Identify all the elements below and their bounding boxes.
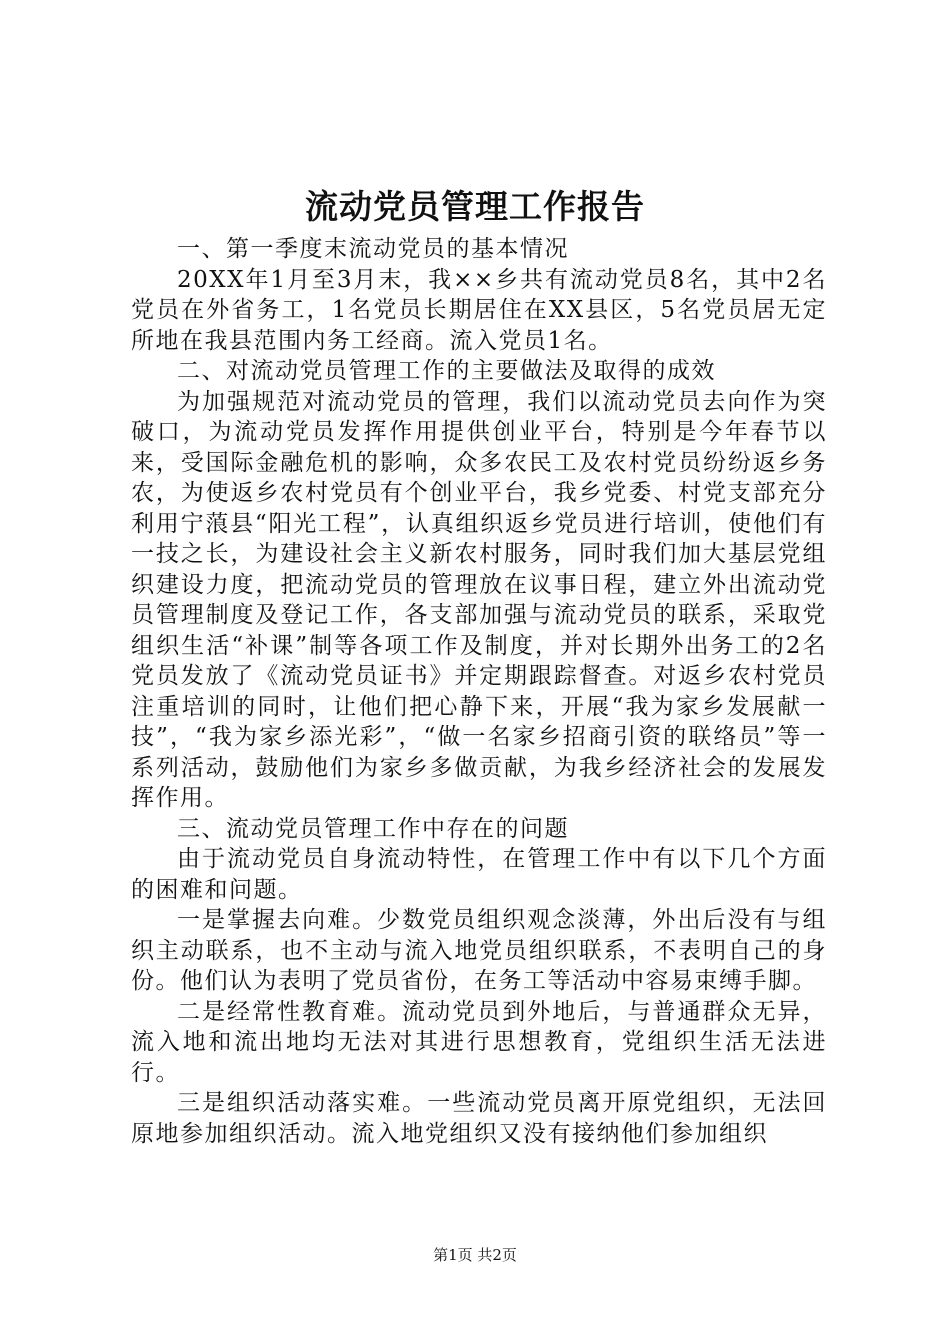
document-title: 流动党员管理工作报告 [305, 187, 645, 226]
paragraph-problem-1: 一是掌握去向难。少数党员组织观念淡薄，外出后没有与组织主动联系，也不主动与流入地党员组织联系，不表明自己的身份。他们认为表明了党员省份，在务工等活动中容易束缚手脚。 [131, 907, 827, 994]
page-footer: 第1页 共2页 [433, 1246, 517, 1264]
paragraph-measures: 为加强规范对流动党员的管理，我们以流动党员去向作为突破口，为流动党员发挥作用提供创业平台，特别是今年春节以来，受国际金融危机的影响，众多农民工及农村党员纷纷返乡务农，为使返乡农村党员有个创业平台，我乡党委、村党支部充分利用宁蒗县“阳光工程”，认真组织返乡党员进行培训，使他们有一技之长，为建设社会主义新农村服务，同时我们加大基层党组织建设力度，把流动党员的管理放在议事日程，建立外出流动党员管理制度及登记工作，各支部加强与流动党员的联系，采取党组织生活“补课”制等各项工作及制度，并对长期外出务工的2名党员发放了《流动党员证书》并定期跟踪督查。对返乡农村党员注重培训的同时，让他们把心静下来，开展“我为家乡发展献一技”，“我为家乡添光彩”，“做一名家乡招商引资的联络员”等一系列活动，鼓励他们为家乡多做贡献，为我乡经济社会的发展发挥作用。 [131, 388, 827, 811]
paragraph-problem-2: 二是经常性教育难。流动党员到外地后，与普通群众无异，流入地和流出地均无法对其进行思想教育，党组织生活无法进行。 [131, 998, 827, 1086]
section-heading-3: 三、流动党员管理工作中存在的问题 [177, 815, 569, 842]
paragraph-problems-intro: 由于流动党员自身流动特性，在管理工作中有以下几个方面的困难和问题。 [131, 846, 827, 903]
document-body [131, 234, 827, 1149]
section-heading-1: 一、第一季度末流动党员的基本情况 [177, 236, 569, 262]
paragraph-basic-situation: 20XX年1月至3月末，我××乡共有流动党员8名，其中2名党员在外省务工，1名党员长期居住在XX县区，5名党员居无定所地在我县范围内务工经商。流入党员1名。 [131, 266, 827, 354]
section-heading-2: 二、对流动党员管理工作的主要做法及取得的成效 [177, 358, 716, 384]
paragraph-problem-3: 三是组织活动落实难。一些流动党员离开原党组织，无法回原地参加组织活动。流入地党组织又没有接纳他们参加组织 [131, 1090, 827, 1147]
